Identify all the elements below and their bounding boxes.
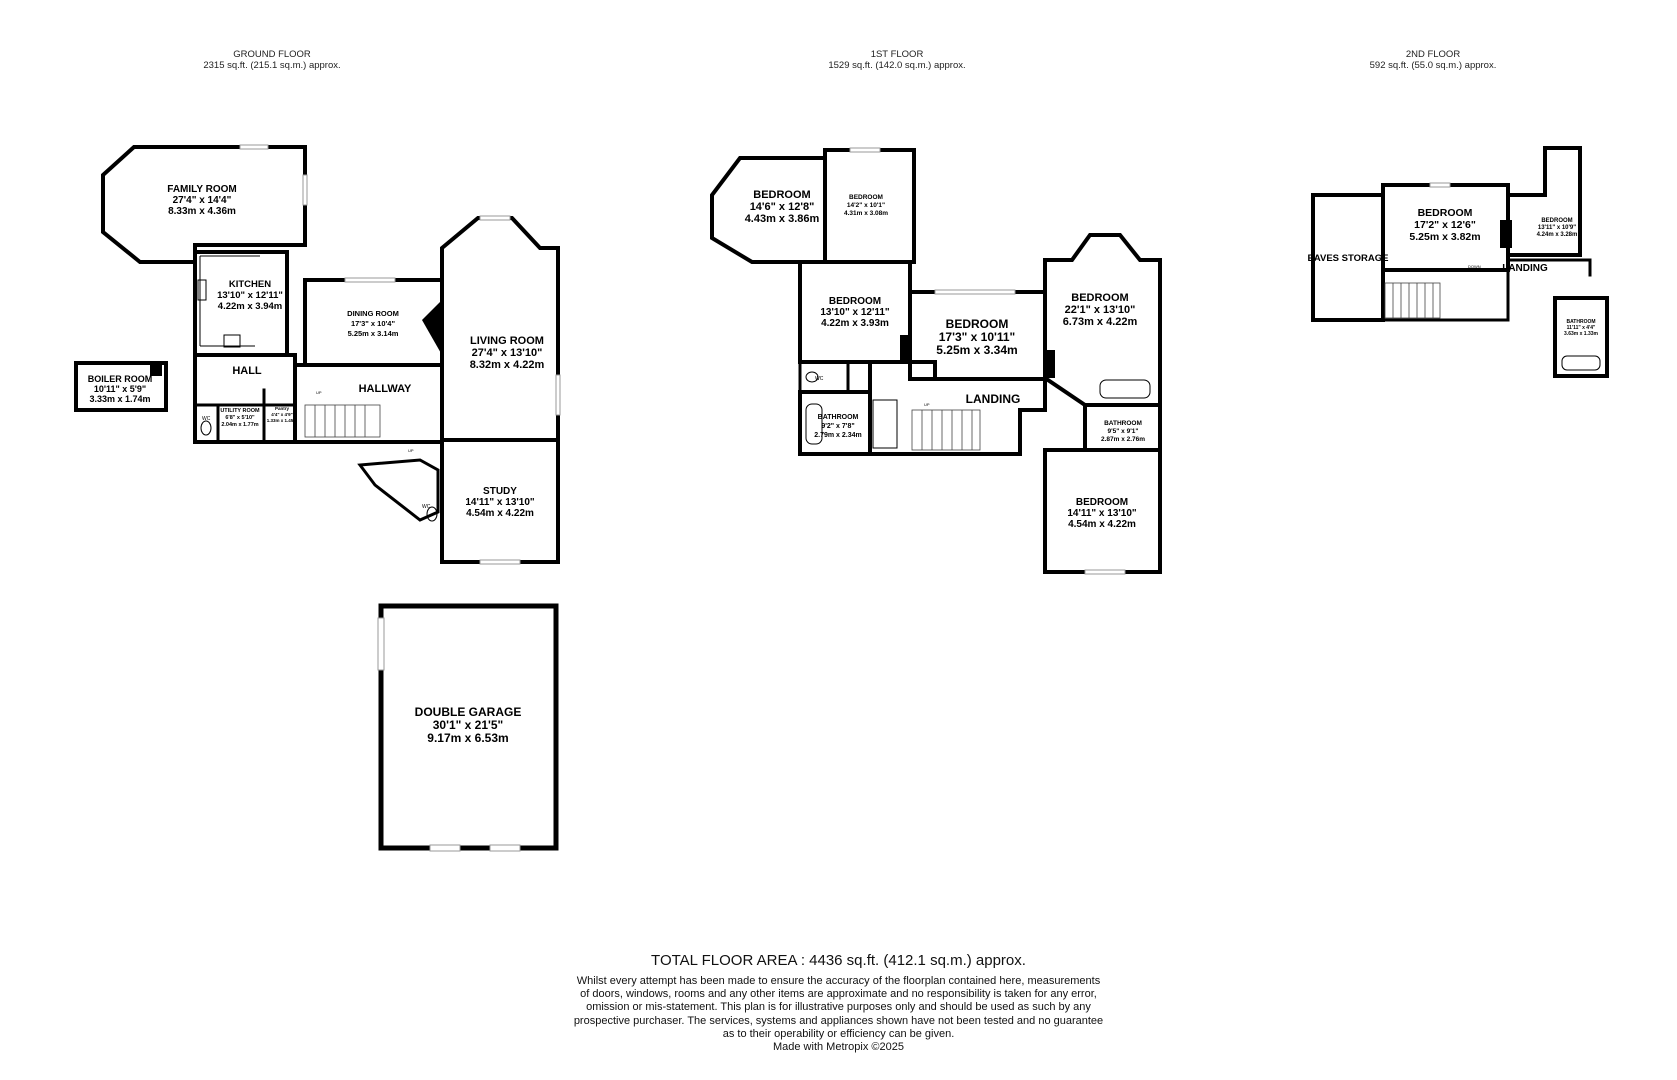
room-name: FAMILY ROOM [167, 184, 237, 195]
window [935, 290, 1015, 294]
room-dim-metric: 2.79m x 2.34m [814, 432, 862, 439]
cupboard [873, 400, 897, 448]
fireplace-icon [422, 300, 442, 355]
bathroom1-label [814, 414, 861, 439]
ground-floor-header [203, 49, 340, 71]
room-dim-imperial: 9'5" x 9'1" [1107, 428, 1139, 435]
room-dim-imperial: 14'6" x 12'8" [749, 201, 815, 213]
second-floor-area: 592 sq.ft. (55.0 sq.m.) approx. [1369, 60, 1497, 71]
stair-up-label: UP [924, 402, 930, 407]
landing-label: LANDING [965, 392, 1021, 406]
room-dim-metric: 4.54m x 4.22m [466, 508, 534, 519]
room-dim-metric: 8.32m x 4.22m [469, 359, 545, 371]
second-bathroom-walls [1555, 298, 1607, 376]
room-dim-imperial: 13'10" x 12'11" [820, 307, 890, 318]
room-dim-imperial: 30'1" x 21'5" [432, 718, 504, 732]
dining-room-label [347, 309, 399, 338]
sink-icon [198, 280, 206, 300]
utility-room-label [220, 408, 260, 428]
second-bedroom1-label [1409, 207, 1480, 243]
first-floor-stairs [912, 410, 980, 450]
room-dim-imperial: 17'3" x 10'4" [350, 319, 396, 328]
window [850, 148, 880, 152]
room-dim-metric: 3.33m x 1.74m [89, 394, 151, 404]
window [480, 560, 520, 564]
bath-icon [1100, 380, 1150, 398]
living-room-walls [442, 218, 558, 440]
ground-floor-plan [76, 145, 560, 851]
second-bathroom-label [1564, 319, 1598, 337]
first-floor-plan [712, 148, 1160, 574]
room-dim-metric: 4.43m x 3.86m [744, 213, 820, 225]
hall-label: HALL [232, 365, 262, 377]
room-dim-metric: 9.17m x 6.53m [427, 731, 509, 745]
room-dim-metric: 3.63m x 1.33m [1564, 331, 1598, 337]
room-dim-imperial: 27'4" x 13'10" [471, 347, 543, 359]
room-dim-metric: 4.24m x 3.28m [1536, 232, 1578, 238]
wc-label: WC [202, 416, 211, 422]
wc-label: WC [422, 504, 431, 510]
room-dim-imperial: 4'4" x 4'9" [271, 412, 293, 417]
disclaimer-line: omission or mis-statement. This plan is for illustrative purposes only and should be used as such by any [586, 1001, 1091, 1014]
ground-floor-area: 2315 sq.ft. (215.1 sq.m.) approx. [203, 60, 341, 71]
room-dim-imperial: 11'11" x 4'4" [1566, 325, 1596, 331]
room-dim-metric: 4.22m x 3.93m [821, 318, 889, 329]
wc-walls [800, 362, 848, 392]
room-dim-metric: 4.22m x 3.94m [217, 301, 283, 312]
room-name: LIVING ROOM [470, 335, 544, 347]
room-dim-metric: 4.54m x 4.22m [1068, 519, 1136, 530]
wc-label: WC [815, 376, 824, 382]
room-name: KITCHEN [228, 279, 272, 290]
room-dim-imperial: 14'2" x 10'1" [846, 202, 886, 209]
room-dim-imperial: 17'2" x 12'6" [1414, 219, 1476, 231]
room-name: DOUBLE GARAGE [414, 705, 522, 719]
first-floor-title: 1ST FLOOR [870, 49, 924, 60]
bathroom2-label [1101, 420, 1145, 443]
room-name: BEDROOM [849, 194, 883, 201]
room-name: BEDROOM [1541, 218, 1573, 224]
window [1430, 183, 1450, 187]
porch-walls [360, 460, 438, 520]
first-floor-area: 1529 sq.ft. (142.0 sq.m.) approx. [828, 60, 966, 71]
bedroom6-label [1067, 497, 1137, 530]
bedroom4-label [936, 317, 1017, 357]
second-bedroom2-label [1537, 218, 1578, 238]
second-landing-label: LANDING [1502, 263, 1548, 274]
double-garage-label [415, 705, 522, 745]
room-name: BEDROOM [828, 296, 882, 307]
room-dim-metric: 5.25m x 3.82m [1409, 231, 1481, 243]
room-dim-imperial: 10'11" x 5'9" [93, 384, 147, 394]
kitchen-label [217, 279, 283, 312]
family-room-label [167, 184, 236, 217]
room-name: STUDY [483, 486, 517, 497]
window [430, 845, 460, 851]
second-bedroom2-walls [1508, 148, 1580, 255]
room-name: BEDROOM [753, 189, 811, 201]
room-name: Pantry [274, 406, 290, 411]
disclaimer-line: Whilst every attempt has been made to ensure the accuracy of the floorplan contained here, measurements [576, 975, 1101, 987]
room-dim-imperial: 14'11" x 13'10" [1067, 508, 1137, 519]
living-room-label [470, 335, 545, 371]
stair-up-label: UP [316, 390, 322, 395]
window [490, 845, 520, 851]
room-dim-imperial: 17'3" x 10'11" [938, 330, 1016, 344]
room-name: BATHROOM [1104, 420, 1142, 427]
second-floor-header [1370, 49, 1497, 71]
metropix-credit: Made with Metropix ©2025 [772, 1041, 904, 1054]
first-floor-header [828, 49, 965, 71]
room-name: BATHROOM [1566, 319, 1596, 325]
hallway-walls [295, 365, 442, 442]
room-dim-metric: 8.33m x 4.36m [168, 206, 236, 217]
room-name: UTILITY ROOM [220, 408, 260, 414]
room-name: DINING ROOM [347, 309, 399, 318]
second-landing-walls [1383, 270, 1508, 320]
room-name: BEDROOM [1071, 292, 1129, 304]
room-name: BEDROOM [1417, 207, 1473, 219]
room-dim-metric: 1.33m x 1.45m [266, 418, 298, 423]
room-dim-imperial: 9'2" x 7'8" [821, 423, 855, 430]
disclaimer [0, 975, 1677, 1054]
window [303, 175, 307, 205]
room-dim-metric: 4.31m x 3.08m [843, 210, 889, 217]
room-dim-imperial: 27'4" x 14'4" [172, 195, 232, 206]
room-dim-metric: 2.87m x 2.76m [1100, 436, 1146, 443]
eaves-storage-label: EAVES STORAGE [1307, 253, 1389, 264]
hallway-label: HALLWAY [358, 383, 412, 395]
total-floor-area: TOTAL FLOOR AREA : 4436 sq.ft. (412.1 sq.m.) approx. [651, 952, 1026, 969]
ground-floor-title: GROUND FLOOR [233, 49, 311, 60]
room-dim-metric: 5.25m x 3.34m [936, 343, 1018, 357]
room-dim-imperial: 14'11" x 13'10" [465, 497, 535, 508]
disclaimer-line: of doors, windows, rooms and any other items are approximate and no responsibility is taken for any error, [580, 988, 1097, 1001]
window [240, 145, 268, 149]
stair-down-label: DOWN [1468, 264, 1481, 269]
room-dim-imperial: 6'8" x 5'10" [225, 415, 255, 421]
landing-walls [870, 362, 1045, 454]
bedroom2-label [844, 194, 888, 217]
bedroom1-label [745, 189, 820, 225]
chimney-breast [900, 335, 908, 361]
disclaimer-line: as to their operability or efficiency can be given. [722, 1027, 955, 1040]
study-label [465, 486, 535, 519]
bedroom3-label [820, 296, 890, 329]
room-dim-imperial: 13'10" x 12'11" [217, 290, 283, 301]
ground-stairs [305, 405, 380, 437]
window [1085, 570, 1125, 574]
room-name: BOILER ROOM [87, 374, 153, 384]
stair-up-label: UP [408, 448, 414, 453]
window [345, 278, 395, 282]
room-dim-metric: 5.25m x 3.14m [347, 329, 399, 338]
room-dim-imperial: 22'1" x 13'10" [1064, 304, 1136, 316]
room-dim-imperial: 13'11" x 10'9" [1537, 225, 1577, 231]
wc-toilet-icon [201, 421, 211, 435]
room-dim-metric: 2.04m x 1.77m [221, 422, 259, 428]
bath-icon [1562, 356, 1600, 370]
second-floor-plan [1308, 148, 1607, 376]
room-name: BEDROOM [1075, 497, 1129, 508]
room-dim-metric: 6.73m x 4.22m [1062, 316, 1138, 328]
room-name: BEDROOM [945, 317, 1009, 331]
chimney-breast [1045, 350, 1055, 378]
second-floor-stairs [1385, 283, 1440, 318]
garage-door [378, 618, 384, 670]
room-name: BATHROOM [817, 414, 859, 421]
disclaimer-line: prospective purchaser. The services, systems and appliances shown have not been tested and no guarantee [573, 1014, 1104, 1027]
window [556, 375, 560, 415]
boiler-room-label [88, 374, 153, 404]
hob-icon [224, 335, 240, 347]
bedroom5-label [1063, 292, 1138, 328]
pantry-label [267, 406, 298, 423]
window [480, 216, 510, 220]
second-floor-title: 2ND FLOOR [1405, 49, 1461, 60]
